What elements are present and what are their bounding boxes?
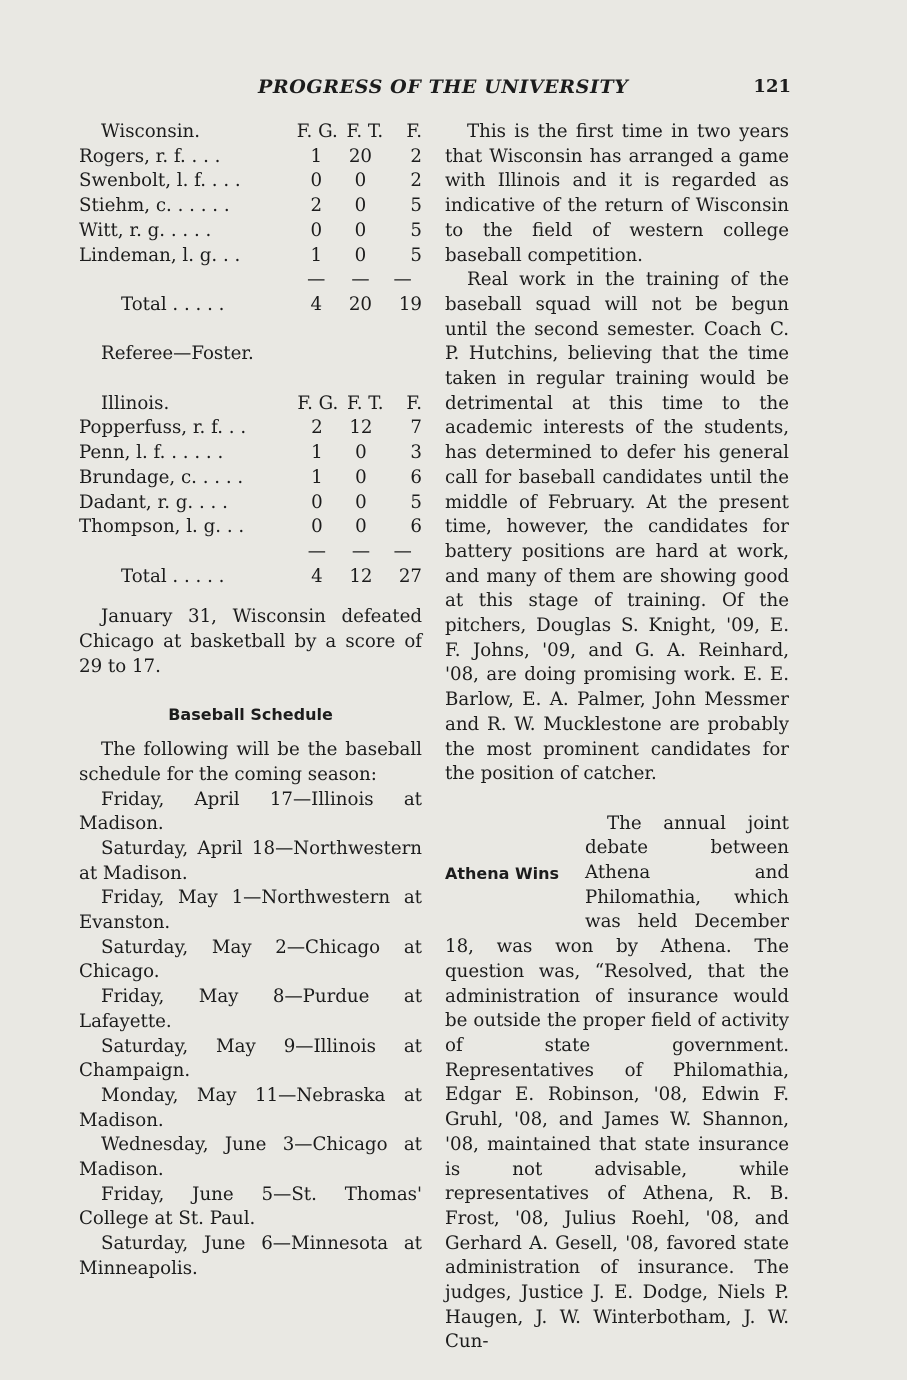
- sum-rule: —: [307, 540, 326, 562]
- sum-rule: —: [351, 269, 370, 291]
- baseball-training-paragraph: Real work in the training of the baseball squad will not be begun until the second semester. Coach C. P. Hutchins, believing that the time taken in regular training would be detrimental at this time to the academic interests of the students, has determined to defer his general call for baseball candidates until the middle of February. At the present time, however, the candidates for battery positions are hard at work, and many of them are showing good at this stage of training. Of the pitchers, Douglas S. Knight, '09, E. F. Johns, '09, and G. A. Reinhard, '08, are doing promising work. E. E. Barlow, E. A. Palmer, John Messmer and R. W. Mucklestone are probably the most prominent candidates for the position of catcher.: [445, 269, 789, 785]
- player-name: Dadant, r. g. . . .: [79, 491, 228, 513]
- total-field-goals: 4: [310, 293, 323, 315]
- table-row: [79, 491, 422, 516]
- free-throws: 12: [349, 417, 373, 439]
- table-row: [79, 244, 422, 269]
- player-name: Brundage, c. . . . .: [79, 466, 244, 488]
- fouls: 6: [410, 516, 422, 538]
- sum-rule-row: [79, 268, 422, 293]
- illinois-box-score: [79, 392, 422, 590]
- player-name: Rogers, r. f. . . .: [79, 145, 221, 167]
- free-throws: 0: [355, 442, 367, 464]
- fouls: 5: [410, 244, 422, 266]
- schedule-intro: The following will be the baseball schedule for the coming season:: [79, 739, 422, 785]
- fouls: 5: [410, 491, 422, 513]
- chicago-game-note: January 31, Wisconsin defeated Chicago at basketball by a score of 29 to 17.: [79, 606, 422, 677]
- total-row: [79, 565, 422, 590]
- table-header-row: [79, 392, 422, 417]
- schedule-item: Friday, April 17—Illinois at Madison.: [79, 788, 422, 835]
- field-goals: 0: [311, 491, 323, 513]
- field-goals: 0: [311, 516, 323, 538]
- player-name: Lindeman, l. g. . .: [79, 244, 241, 266]
- table-header-row: [79, 120, 422, 145]
- free-throws: 0: [355, 491, 367, 513]
- total-label: Total . . . . .: [121, 565, 225, 587]
- total-field-goals: 4: [311, 565, 323, 587]
- col-header: F. T.: [346, 121, 384, 142]
- schedule-item: Saturday, May 9—Illinois at Champaign.: [79, 1035, 422, 1082]
- team-name: Illinois.: [101, 392, 170, 414]
- field-goals: 2: [310, 195, 323, 217]
- sum-rule: —: [307, 269, 326, 291]
- sum-rule: —: [351, 540, 371, 562]
- wisconsin-illinois-paragraph: This is the first time in two years that Wisconsin has arranged a game with Illinois and it is regarded as indicative of the return of Wisconsin to the field of western college baseball competition.: [445, 121, 789, 266]
- running-head: PROGRESS OF THE UNIVERSITY: [258, 76, 629, 98]
- wisconsin-box-score: [79, 120, 422, 318]
- total-label: Total . . . . .: [121, 293, 225, 315]
- table-row: [79, 169, 422, 194]
- player-name: Stiehm, c. . . . . .: [79, 195, 230, 217]
- table-row: [79, 416, 422, 441]
- baseball-schedule-heading: Baseball Schedule: [168, 705, 333, 725]
- table-row: [79, 515, 422, 540]
- free-throws: 0: [354, 219, 367, 241]
- schedule-item: Friday, May 8—Purdue at Lafayette.: [79, 986, 422, 1032]
- total-fouls: 19: [398, 293, 422, 315]
- field-goals: 0: [310, 219, 323, 241]
- free-throws: 0: [355, 466, 367, 488]
- player-name: Thompson, l. g. . .: [79, 516, 245, 538]
- athena-section: [445, 812, 789, 1355]
- col-header: F. T.: [346, 392, 384, 414]
- fouls: 2: [410, 145, 422, 167]
- schedule-item: Saturday, May 2—Chicago at Chicago.: [79, 936, 422, 983]
- free-throws: 20: [348, 145, 373, 167]
- col-header: F.: [406, 121, 422, 142]
- left-column: [79, 120, 422, 1282]
- fouls: 7: [410, 417, 422, 439]
- fouls: 5: [410, 219, 422, 241]
- schedule-item: Friday, June 5—St. Thomas' College at St. Paul.: [79, 1183, 422, 1230]
- fouls: 5: [410, 195, 422, 217]
- col-header: F.: [406, 392, 422, 414]
- col-header: F. G.: [297, 392, 339, 414]
- player-name: Witt, r. g. . . . .: [79, 219, 212, 241]
- baseball-schedule: [79, 738, 422, 1281]
- sum-rule: —: [393, 269, 412, 291]
- total-free-throws: 12: [349, 565, 373, 587]
- page-header: [0, 74, 907, 104]
- free-throws: 0: [355, 516, 367, 538]
- table-row: [79, 466, 422, 491]
- fouls: 6: [410, 466, 422, 488]
- total-free-throws: 20: [348, 293, 373, 315]
- field-goals: 1: [310, 244, 323, 266]
- team-name: Wisconsin.: [101, 121, 201, 142]
- schedule-item: Saturday, April 18—Northwestern at Madison.: [79, 837, 422, 884]
- total-row: [79, 293, 422, 318]
- total-fouls: 27: [398, 565, 422, 587]
- player-name: Swenbolt, l. f. . . .: [79, 170, 241, 192]
- fouls: 2: [410, 170, 422, 192]
- table-row: [79, 441, 422, 466]
- sum-rule-row: [79, 540, 422, 565]
- field-goals: 0: [310, 170, 323, 192]
- sum-rule: —: [393, 540, 412, 562]
- table-row: [79, 219, 422, 244]
- col-header: F. G.: [296, 121, 338, 142]
- field-goals: 1: [310, 145, 323, 167]
- fouls: 3: [410, 442, 422, 464]
- page-number: 121: [753, 76, 791, 97]
- schedule-item: Wednesday, June 3—Chicago at Madison.: [79, 1134, 422, 1181]
- free-throws: 0: [354, 195, 367, 217]
- player-name: Penn, l. f. . . . . .: [79, 442, 224, 464]
- free-throws: 0: [354, 244, 367, 266]
- free-throws: 0: [354, 170, 367, 192]
- schedule-item: Monday, May 11—Nebraska at Madison.: [79, 1084, 422, 1131]
- table-row: [79, 145, 422, 170]
- referee-line: Referee—Foster.: [101, 343, 254, 365]
- schedule-item: Friday, May 1—Northwestern at Evanston.: [79, 887, 422, 934]
- table-row: [79, 194, 422, 219]
- schedule-item: Saturday, June 6—Minnesota at Minneapolis.: [79, 1233, 422, 1279]
- athena-wins-sidehead: Athena Wins: [445, 863, 560, 883]
- player-name: Popperfuss, r. f. . .: [79, 417, 247, 439]
- right-column: [445, 120, 789, 1355]
- field-goals: 1: [311, 466, 323, 488]
- field-goals: 2: [311, 417, 323, 439]
- field-goals: 1: [311, 442, 323, 464]
- athena-debate-paragraph: The annual joint debate between Athena and Philomathia, which was held December 18, was won by Athena. The question was, “Resolved, that the administration of insurance would be outside the proper field of activity of state government. Representatives of Philomathia, Edgar E. Robinson, '08, Edwin F. Gruhl, '08, and James W. Shannon, '08, maintained that state insurance is not advisable, while representatives of Athena, R. B. Frost, '08, Julius Roehl, '08, and Gerhard A. Gesell, '08, favored state administration of insurance. The judges, Justice J. E. Dodge, Niels P. Haugen, J. W. Winterbotham, J. W. Cun-: [445, 812, 789, 1353]
